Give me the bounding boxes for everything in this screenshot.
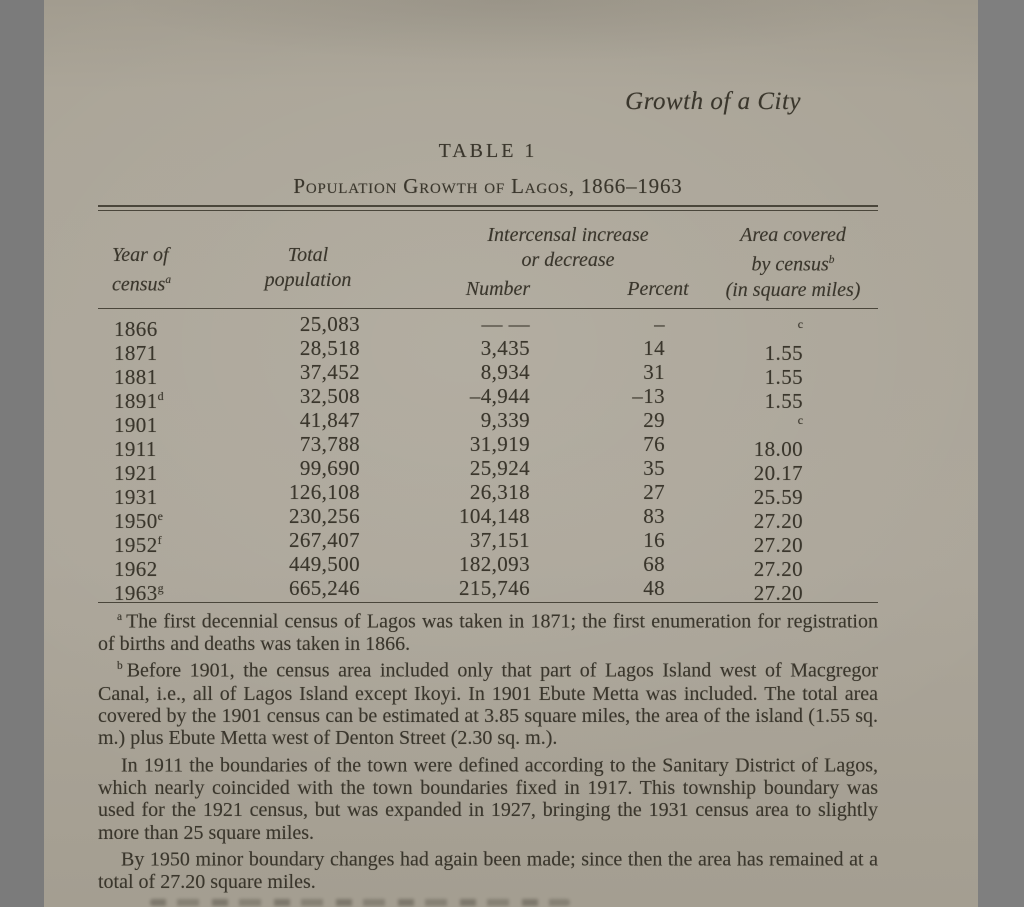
table-row [98,528,878,557]
cell-total-population: 230,256 [288,504,360,528]
book-page [44,0,978,907]
column-header-percent: Percent [627,278,689,300]
footnote-paragraph-1911 [98,750,878,844]
cell-increase-percent: 27 [643,480,665,504]
cell-total-population: 99,690 [299,456,360,480]
table-row [98,480,878,509]
cell-increase-percent: 68 [643,552,665,576]
cell-area: 27.20 [753,509,803,533]
cell-total-population: 37,452 [299,360,360,384]
cell-area: 27.20 [753,533,803,557]
cell-year: 1881 [114,365,158,389]
cell-year: 1866 [114,317,158,341]
cell-area: 20.17 [753,461,803,485]
scan-border-left [0,0,44,907]
footnote-marker-a: a [117,611,123,623]
cell-total-population: 126,108 [288,480,360,504]
cell-increase-percent: 83 [643,504,665,528]
cell-total-population: 665,246 [288,576,360,600]
column-header-total-population: Total population [264,244,352,291]
footnote-1911-text: In 1911 the boundaries of the town were defined according to the Sanitary District of Lagos, which nearly coincided with the town boundaries fixed in 1917. This township boundary was used for the 1921 census, but was expanded in 1927, bringing the 1931 census area to slightly more than 25 square miles. [98,754,878,844]
footnote-marker-b: b [117,660,123,673]
footnote-paragraph-1950 [98,844,878,893]
footnote-a [98,606,878,655]
cell-year: 1962 [114,557,158,581]
cell-increase-percent: 48 [643,576,665,600]
population-table [98,205,878,603]
table-row [98,360,878,389]
cell-increase-number: — — [481,312,530,336]
cell-year: 1950e [114,509,163,533]
cell-total-population: 449,500 [288,552,360,576]
footnote-ref-b: b [828,254,835,266]
cell-increase-number: –4,944 [469,384,530,408]
cell-area: 1.55 [764,389,803,413]
cell-total-population: 41,847 [299,408,360,432]
cell-year: 1911 [114,437,157,461]
cell-year: 1963$^g$ [114,581,164,605]
cell-total-population: 267,407 [288,528,360,552]
table-row [98,576,878,605]
footnote-b-text: Before 1901, the census area included only that part of Lagos Island west of Macgregor Canal, i.e., all of Lagos Island except Ikoyi. In 1901 Ebute Metta was included. The total area covered by the 1901 census can be estimated at 3.85 square miles, the area of the island (1.55 sq. m.) plus Ebute Metta west of Denton Street (2.30 sq. m.). [98,660,878,750]
cell-area: 27.20 [753,557,803,581]
footnote-1950-text: By 1950 minor boundary changes had again been made; since then the area has remained at a total of 27.20 square miles. [98,848,878,894]
cell-increase-number: 104,148 [458,504,530,528]
scan-border-right [978,0,1024,907]
footnote-b [98,655,878,749]
cell-increase-percent: 76 [643,432,665,456]
cell-area: 18.00 [753,437,803,461]
cell-increase-percent: 35 [643,456,665,480]
cutoff-text-line [150,899,570,906]
cell-year: 1871 [114,341,158,365]
cell-increase-number: 31,919 [469,432,530,456]
cell-area: 25.59 [753,485,803,509]
cell-area: 1.55 [764,365,803,389]
cell-increase-number: 25,924 [469,456,530,480]
table-title: Population Growth of Lagos, 1866–1963 [293,174,683,198]
table-row [98,384,878,413]
cell-increase-percent: –13 [632,384,665,408]
cell-increase-percent: 29 [643,408,665,432]
cell-increase-percent: – [654,312,665,336]
running-head: Growth of a City [625,88,801,115]
table-body [98,309,878,605]
column-header-number: Number [465,278,531,300]
table-row [98,408,878,437]
cell-area: c [797,317,803,331]
cell-area: 27.20 [753,581,803,605]
table-header [98,211,878,308]
footnote-ref-a: a [165,274,172,286]
table-label: TABLE 1 [438,140,538,162]
cell-year: 1901 [114,413,158,437]
column-header-intercensal: Intercensal increase or decrease [487,224,649,271]
cell-increase-number: 3,435 [480,336,530,360]
column-header-year: Year of census$^a$ [112,244,172,296]
cell-increase-number: 182,093 [458,552,530,576]
cell-year: 1921 [114,461,158,485]
cell-year: 1952$^f$ [114,533,162,557]
footnotes [98,606,878,894]
cell-increase-number: 8,934 [480,360,530,384]
cell-total-population: 28,518 [299,336,360,360]
footnote-a-text: The first decennial census of Lagos was taken in 1871; the first enumeration for registration of births and deaths was taken in 1866. [98,610,878,656]
cell-increase-percent: 31 [643,360,665,384]
cell-area: c [797,413,803,427]
cell-increase-number: 37,151 [469,528,530,552]
table-row [98,552,878,581]
cell-increase-number: 215,746 [458,576,530,600]
cell-total-population: 25,083 [299,312,360,336]
cell-increase-number: 26,318 [469,480,530,504]
table-row [98,312,878,341]
cell-year: 1891$^d$ [114,389,164,413]
cell-increase-percent: 16 [643,528,665,552]
table-row [98,504,878,533]
cell-increase-number: 9,339 [480,408,530,432]
column-header-area: Area covered by census$^b$ (in square miles) [725,224,861,301]
cell-year: 1931 [114,485,158,509]
table-row [98,456,878,485]
cell-increase-percent: 14 [643,336,665,360]
table-row [98,432,878,461]
cell-total-population: 32,508 [299,384,360,408]
page-content [98,0,878,907]
cell-area: 1.55 [764,341,803,365]
table-row [98,336,878,365]
cell-total-population: 73,788 [299,432,360,456]
